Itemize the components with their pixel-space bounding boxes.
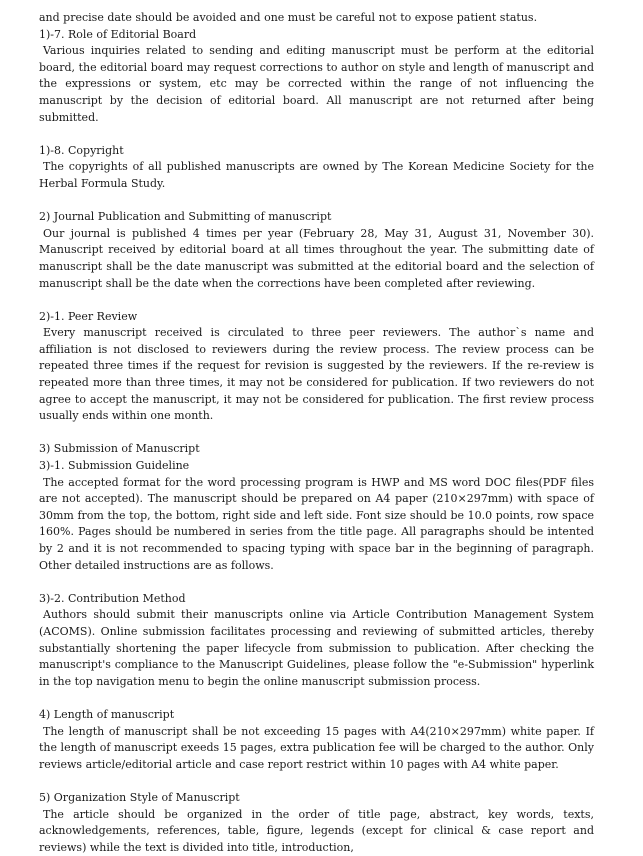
paragraph-gap xyxy=(39,425,594,442)
section-body-peer-review: Every manuscript received is circulated to three peer reviewers. The author`s name and affiliation is not disclosed to reviewers during the review process. The review process can be repeated three times if the request for revision is suggested by the reviewers. If the re-review is repeated more than three times, it may not be considered for publication. If two reviewers do not agree to accept the manuscript, it may not be considered for publication. The first review process usually ends within one month. xyxy=(39,325,594,425)
paragraph-gap xyxy=(39,574,594,591)
paragraph-gap xyxy=(39,193,594,210)
section-heading-journal-publication: 2) Journal Publication and Submitting of manuscript xyxy=(39,209,594,226)
section-heading-copyright: 1)-8. Copyright xyxy=(39,143,594,160)
paragraph-gap xyxy=(39,292,594,309)
intro-line: and precise date should be avoided and one must be careful not to expose patient status. xyxy=(39,10,594,27)
section-body-submission-guideline: The accepted format for the word processing program is HWP and MS word DOC files(PDF files are not accepted). The manuscript should be prepared on A4 paper (210×297mm) with space of 30mm from the top, the bottom, right side and left side. Font size should be 10.0 points, row space 160%. Pages should be numbered in series from the title page. All paragraphs should be intented by 2 and it is not recommended to spacing typing with space bar in the beginning of paragraph. Other detailed instructions are as follows. xyxy=(39,475,594,575)
section-heading-contribution-method: 3)-2. Contribution Method xyxy=(39,591,594,608)
section-body-copyright: The copyrights of all published manuscripts are owned by The Korean Medicine Society for the Herbal Formula Study. xyxy=(39,159,594,192)
section-heading-editorial-board: 1)-7. Role of Editorial Board xyxy=(39,27,594,44)
section-heading-submission: 3) Submission of Manuscript xyxy=(39,441,594,458)
section-body-organization-style: The article should be organized in the order of title page, abstract, key words, texts, acknowledgements, references, table, figure, legends (except for clinical & case report and reviews) while the text is divided into title, introduction, xyxy=(39,807,594,856)
paragraph-gap xyxy=(39,126,594,143)
section-heading-length: 4) Length of manuscript xyxy=(39,707,594,724)
section-body-contribution-method: Authors should submit their manuscripts online via Article Contribution Management System (ACOMS). Online submission facilitates processing and reviewing of submitted articles, thereby substantially shortening the paper lifecycle from submission to publication. After checking the manuscript's compliance to the Manuscript Guidelines, please follow the "e-Submission" hyperlink in the top navigation menu to begin the online manuscript submission process. xyxy=(39,607,594,690)
section-heading-peer-review: 2)-1. Peer Review xyxy=(39,309,594,326)
section-subheading-submission-guideline: 3)-1. Submission Guideline xyxy=(39,458,594,475)
section-body-editorial-board: Various inquiries related to sending and editing manuscript must be perform at the editorial board, the editorial board may request corrections to author on style and length of manuscript and the expressions or system, etc may be corrected within the range of not influencing the manuscript by the decision of editorial board. All manuscript are not returned after being submitted. xyxy=(39,43,594,126)
paragraph-gap xyxy=(39,773,594,790)
document-page xyxy=(39,10,594,856)
section-body-length: The length of manuscript shall be not exceeding 15 pages with A4(210×297mm) white paper. If the length of manuscript exeeds 15 pages, extra publication fee will be charged to the author. Only reviews article/editorial article and case report restrict within 10 pages with A4 white paper. xyxy=(39,724,594,774)
paragraph-gap xyxy=(39,690,594,707)
section-body-journal-publication: Our journal is published 4 times per year (February 28, May 31, August 31, November 30). Manuscript received by editorial board at all times throughout the year. The submitting date of manuscript shall be the date manuscript was submitted at the editorial board and the selection of manuscript shall be the date when the corrections have been completed after reviewing. xyxy=(39,226,594,292)
section-heading-organization-style: 5) Organization Style of Manuscript xyxy=(39,790,594,807)
